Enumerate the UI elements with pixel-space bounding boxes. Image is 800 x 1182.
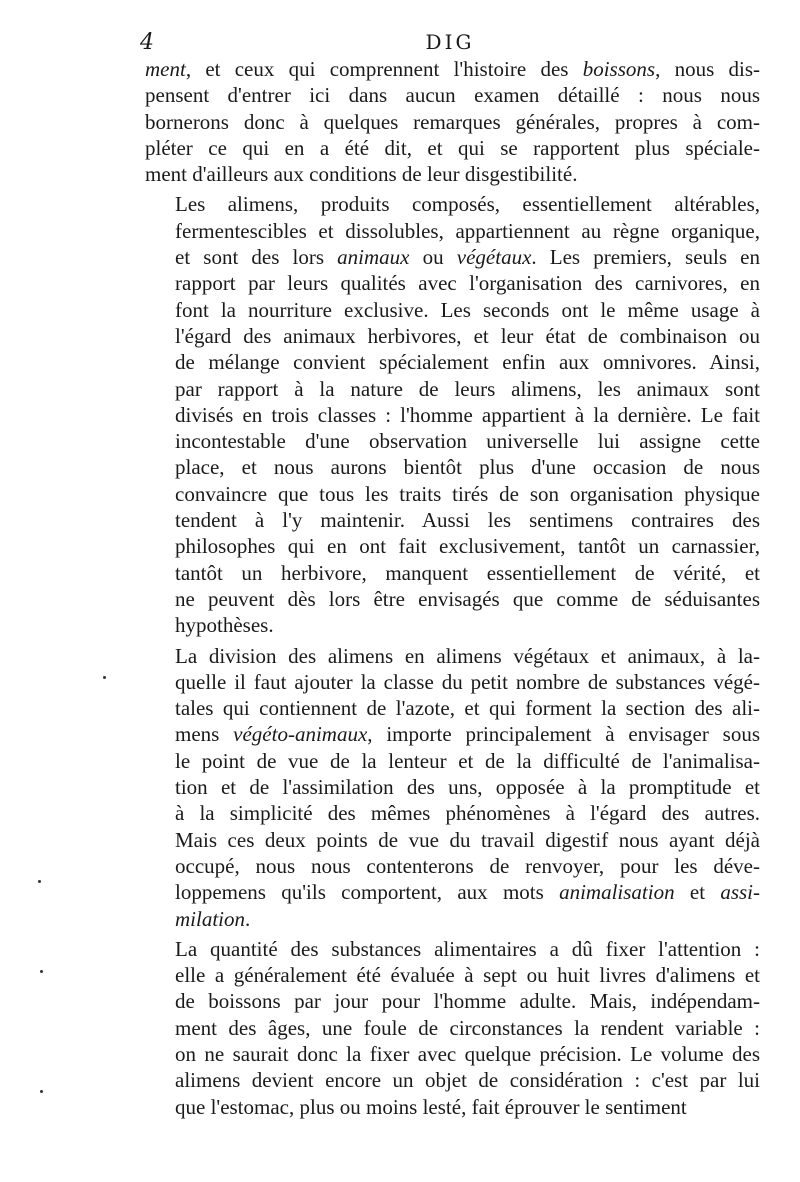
text-line: par rapport à la nature de leurs alimens, les animaux sont bbox=[175, 376, 760, 401]
text-line: ment d'ailleurs aux conditions de leur disgestibilité. bbox=[145, 162, 578, 187]
text-line: et sont des lors animaux ou végétaux. Les premiers, seuls en bbox=[175, 245, 761, 270]
page-number: 4 bbox=[140, 30, 154, 55]
text-line: ne peuvent dès lors être envisagés que comme de séduisantes bbox=[175, 586, 760, 611]
paragraph bbox=[145, 191, 760, 638]
text-line: fermentescibles et dissolubles, appartiennent au règne organique, bbox=[175, 218, 760, 243]
text-line: alimens devient encore un objet de considération : c'est par lui bbox=[175, 1068, 760, 1093]
text-line: tion et de l'assimilation des uns, opposée à la promptitude et bbox=[175, 775, 760, 800]
margin-mark bbox=[38, 880, 41, 883]
text-line: hypothèses. bbox=[175, 613, 274, 638]
text-line: font la nourriture exclusive. Les seconds ont le même usage à bbox=[175, 297, 760, 322]
text-line: divisés en trois classes : l'homme appartient à la dernière. Le fait bbox=[175, 402, 760, 427]
text-line: de mélange convient spécialement enfin aux omnivores. Ainsi, bbox=[175, 350, 760, 375]
text-line: de boissons par jour pour l'homme adulte. Mais, indépendam- bbox=[175, 989, 760, 1014]
text-line: tendent à l'y maintenir. Aussi les sentimens contraires des bbox=[175, 508, 760, 533]
text-line: incontestable d'une observation universelle lui assigne cette bbox=[175, 429, 760, 454]
paragraph bbox=[145, 936, 760, 1120]
text-line: La division des alimens en alimens végétaux et animaux, à la- bbox=[175, 643, 760, 668]
text-line: occupé, nous nous contenterons de renvoyer, pour les déve- bbox=[175, 853, 760, 878]
text-line: ment, et ceux qui comprennent l'histoire des boissons, nous dis- bbox=[145, 57, 760, 81]
text-line: que l'estomac, plus ou moins lesté, fait éprouver le sentiment bbox=[175, 1094, 687, 1119]
text-line: La quantité des substances alimentaires a dû fixer l'attention : bbox=[175, 936, 760, 961]
text-line: rapport par leurs qualités avec l'organisation des carnivores, en bbox=[175, 271, 760, 296]
page-header bbox=[140, 30, 760, 58]
text-line: loppemens qu'ils comportent, aux mots animalisation et assi- bbox=[175, 880, 760, 905]
text-line: bornerons donc à quelques remarques générales, propres à com- bbox=[145, 109, 760, 134]
text-line: convaincre que tous les traits tirés de son organisation physique bbox=[175, 481, 760, 506]
paragraph bbox=[145, 56, 760, 187]
text-line: mens végéto-animaux, importe principalement à envisager sous bbox=[175, 722, 761, 747]
text-line: philosophes qui en ont fait exclusivement, tantôt un carnassier, bbox=[175, 534, 760, 559]
text-line: l'égard des animaux herbivores, et leur état de combinaison ou bbox=[175, 323, 760, 348]
margin-mark bbox=[40, 970, 43, 973]
text-line: tantôt un herbivore, manquent essentiellement de vérité, et bbox=[175, 560, 760, 585]
text-line: le point de vue de la lenteur et de la difficulté de l'animalisa- bbox=[175, 748, 760, 773]
running-head: DIG bbox=[425, 30, 475, 54]
paragraph bbox=[145, 643, 760, 932]
text-line: place, et nous aurons bientôt plus d'une occasion de nous bbox=[175, 455, 760, 480]
text-line: tales qui contiennent de l'azote, et qui forment la section des ali- bbox=[175, 696, 760, 721]
text-line: Mais ces deux points de vue du travail digestif nous ayant déjà bbox=[175, 827, 760, 852]
text-line: on ne saurait donc la fixer avec quelque précision. Le volume des bbox=[175, 1041, 760, 1066]
text-line: pléter ce qui en a été dit, et qui se rapportent plus spéciale- bbox=[145, 135, 760, 160]
text-line: milation. bbox=[175, 906, 251, 931]
text-line: elle a généralement été évaluée à sept ou huit livres d'alimens et bbox=[175, 963, 760, 988]
text-line: Les alimens, produits composés, essentiellement altérables, bbox=[175, 192, 760, 217]
text-line: à la simplicité des mêmes phénomènes à l'égard des autres. bbox=[175, 801, 760, 826]
margin-mark bbox=[103, 676, 106, 679]
margin-mark bbox=[40, 1090, 43, 1093]
text-line: pensent d'entrer ici dans aucun examen détaillé : nous nous bbox=[145, 83, 760, 108]
body-text bbox=[145, 56, 760, 1124]
text-line: ment des âges, une foule de circonstances la rendent variable : bbox=[175, 1015, 760, 1040]
text-line: quelle il faut ajouter la classe du petit nombre de substances végé- bbox=[175, 669, 760, 694]
